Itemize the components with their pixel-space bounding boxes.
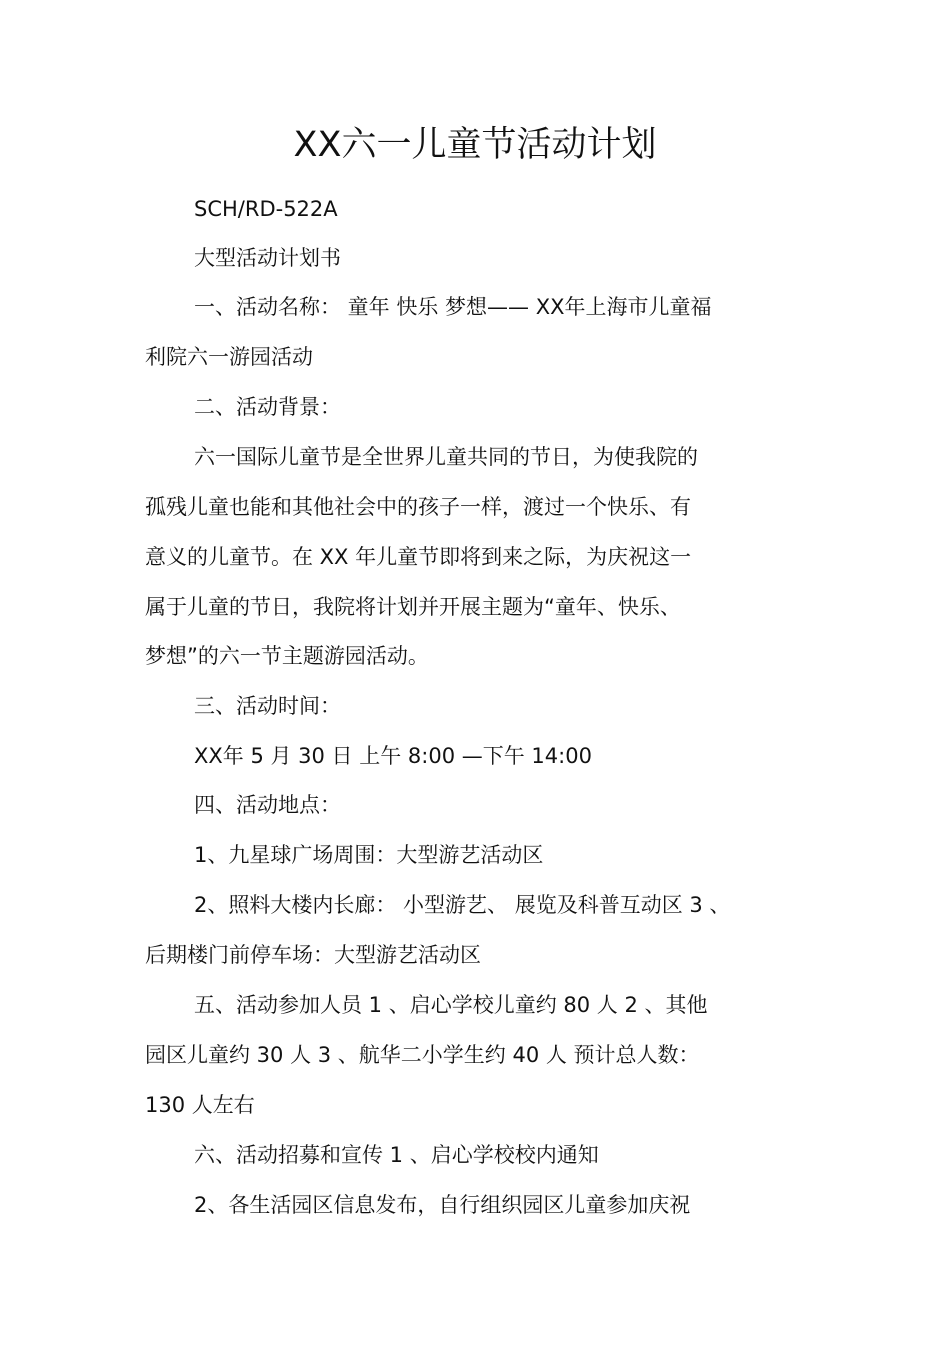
participants-total: 130 人左右 <box>145 1093 255 1117</box>
section-1-text: 利院六一游园活动 <box>145 345 313 369</box>
location-item: 1、九星球广场周围：大型游艺活动区 <box>194 843 544 867</box>
recruitment-item: 2、各生活园区信息发布，自行组织园区儿童参加庆祝 <box>194 1193 691 1217</box>
section-1-heading: 一、活动名称： 童年 快乐 梦想—— XX年上海市儿童福 <box>194 295 712 319</box>
section-4-heading: 四、活动地点： <box>194 793 341 817</box>
document-title: XX六一儿童节活动计划 <box>293 125 657 165</box>
section-5-heading: 五、活动参加人员 1 、启心学校儿童约 80 人 2 、其他 <box>194 993 708 1017</box>
doc-subtitle: 大型活动计划书 <box>194 246 341 270</box>
location-item: 后期楼门前停车场：大型游艺活动区 <box>145 943 481 967</box>
activity-time: XX年 5 月 30 日 上午 8:00 —下午 14:00 <box>194 744 592 768</box>
section-3-heading: 三、活动时间： <box>194 694 341 718</box>
paragraph-line: 意义的儿童节。在 XX 年儿童节即将到来之际，为庆祝这一 <box>145 545 692 569</box>
paragraph-line: 孤残儿童也能和其他社会中的孩子一样，渡过一个快乐、有 <box>145 495 691 519</box>
participants-line: 园区儿童约 30 人 3 、航华二小学生约 40 人 预计总人数： <box>145 1043 700 1067</box>
section-6-heading: 六、活动招募和宣传 1 、启心学校校内通知 <box>194 1143 599 1167</box>
doc-code: SCH/RD-522A <box>194 197 338 221</box>
paragraph-line: 梦想”的六一节主题游园活动。 <box>145 644 429 668</box>
paragraph-line: 属于儿童的节日，我院将计划并开展主题为“童年、快乐、 <box>145 595 681 619</box>
paragraph-line: 六一国际儿童节是全世界儿童共同的节日，为使我院的 <box>194 445 698 469</box>
location-item: 2、照料大楼内长廊： 小型游艺、 展览及科普互动区 3 、 <box>194 893 731 917</box>
section-2-heading: 二、活动背景： <box>194 395 341 419</box>
